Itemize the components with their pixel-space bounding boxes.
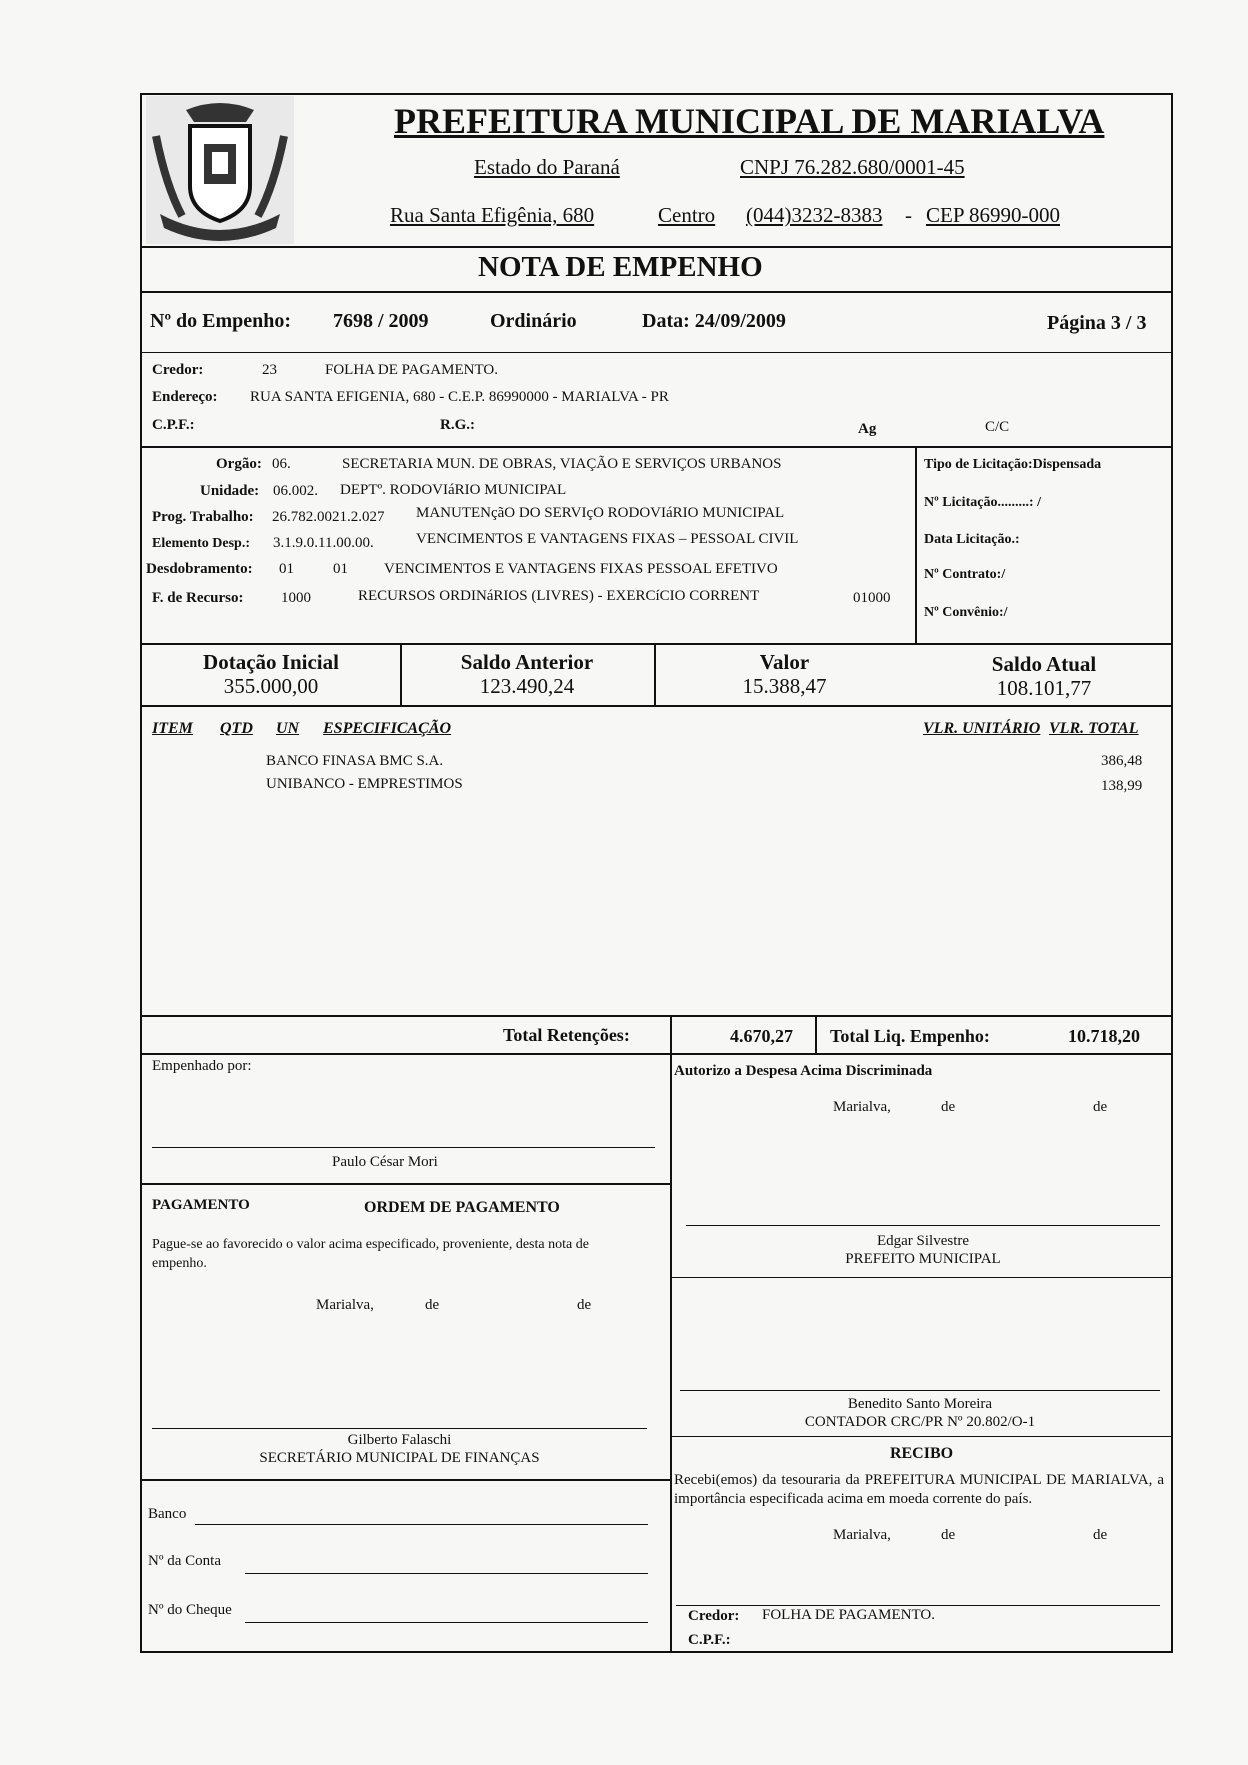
- col-especificacao: ESPECIFICAÇÃO: [323, 720, 452, 737]
- saldo-atual-label: Saldo Atual: [991, 652, 1097, 676]
- unidade-label: Unidade:: [200, 483, 260, 499]
- left-de-1: de: [425, 1297, 440, 1313]
- separator-dash: -: [905, 203, 912, 227]
- cheque-field[interactable]: [245, 1622, 648, 1623]
- right-de-1b: de: [1093, 1099, 1108, 1115]
- tipo-licitacao: Tipo de Licitação:Dispensada: [924, 457, 1102, 472]
- account-label: C/C: [985, 419, 1010, 435]
- prog-code: 26.782.0021.2.027: [272, 509, 385, 525]
- coat-of-arms-logo: [146, 96, 294, 244]
- left-local: Marialva,: [316, 1297, 374, 1313]
- empenho-number: 7698 / 2009: [333, 310, 429, 332]
- orgao-code: 06.: [272, 456, 291, 472]
- conta-label: Nº da Conta: [148, 1553, 221, 1569]
- total-liquido-label: Total Liq. Empenho:: [830, 1026, 990, 1046]
- elemento-name: VENCIMENTOS E VANTAGENS FIXAS – PESSOAL CIVIL: [416, 531, 799, 547]
- numero-contrato: Nº Contrato:/: [924, 567, 1006, 582]
- col-un: UN: [276, 720, 300, 737]
- state-label: Estado do Paraná: [474, 155, 620, 179]
- dotacao-value: 355.000,00: [223, 674, 319, 698]
- banco-label: Banco: [148, 1506, 187, 1522]
- pagamento-label: PAGAMENTO: [152, 1197, 250, 1213]
- col-qtd: QTD: [220, 720, 253, 737]
- recibo-credor-label: Credor:: [688, 1608, 740, 1624]
- empenho-type: Ordinário: [490, 310, 577, 332]
- page-number: Página 3 / 3: [1047, 312, 1147, 334]
- saldo-anterior-value: 123.490,24: [479, 674, 575, 698]
- signature-1-name: Paulo César Mori: [332, 1154, 438, 1170]
- valor-value: 15.388,47: [742, 674, 827, 698]
- saldo-anterior-label: Saldo Anterior: [460, 650, 594, 674]
- recurso-code: 1000: [281, 590, 311, 606]
- prefeito-role: PREFEITO MUNICIPAL: [845, 1251, 1001, 1267]
- prog-name: MANUTENçãO DO SERVIçO RODOVIáRIO MUNICIPAL: [416, 505, 785, 521]
- recibo-cpf-label: C.P.F.:: [688, 1632, 731, 1648]
- cnpj-label: CNPJ 76.282.680/0001-45: [740, 155, 965, 179]
- right-de-2b: de: [1093, 1527, 1108, 1543]
- right-local-1: Marialva,: [833, 1099, 891, 1115]
- numero-licitacao: Nº Licitação.........: /: [924, 495, 1041, 510]
- total-liquido-value: 10.718,20: [1068, 1026, 1140, 1046]
- credor-name: FOLHA DE PAGAMENTO.: [325, 362, 498, 378]
- endereco-value: RUA SANTA EFIGENIA, 680 - C.E.P. 86990000 - MARIALVA - PR: [250, 389, 669, 405]
- conta-field[interactable]: [245, 1573, 648, 1574]
- empenho-label: Nº do Empenho:: [150, 310, 292, 332]
- phone-label: (044)3232-8383: [746, 203, 883, 227]
- contador-name: Benedito Santo Moreira: [847, 1396, 993, 1412]
- cep-label: CEP 86990-000: [926, 203, 1060, 227]
- item-row-2-desc: UNIBANCO - EMPRESTIMOS: [266, 776, 463, 792]
- signature-2-name: Gilberto Falaschi: [347, 1432, 452, 1448]
- unidade-name: DEPTº. RODOVIáRIO MUNICIPAL: [340, 482, 567, 498]
- desdobramento-label: Desdobramento:: [146, 561, 253, 577]
- total-retencoes-value: 4.670,27: [730, 1026, 793, 1046]
- recurso-name: RECURSOS ORDINáRIOS (LIVRES) - EXERCíCIO CORRENT: [358, 588, 760, 604]
- empenhado-por-label: Empenhado por:: [152, 1058, 252, 1074]
- prefeito-name: Edgar Silvestre: [876, 1233, 970, 1249]
- orgao-name: SECRETARIA MUN. DE OBRAS, VIAÇÃO E SERVIÇOS URBANOS: [342, 456, 782, 472]
- col-vlr-unitario: VLR. UNITÁRIO: [923, 720, 1041, 737]
- valor-label: Valor: [759, 650, 810, 674]
- endereco-label: Endereço:: [152, 389, 218, 405]
- right-de-2a: de: [941, 1527, 956, 1543]
- item-row-1-total: 386,48: [1101, 753, 1143, 769]
- elemento-code: 3.1.9.0.11.00.00.: [273, 535, 374, 551]
- municipality-title: PREFEITURA MUNICIPAL DE MARIALVA: [394, 101, 1105, 141]
- desdobramento-name: VENCIMENTOS E VANTAGENS FIXAS PESSOAL EFETIVO: [384, 561, 778, 577]
- recibo-text: Recebi(emos) da tesouraria da PREFEITURA MUNICIPAL DE MARIALVA, a importância especificada acima em moeda corrente do país.: [674, 1472, 1164, 1507]
- unidade-code: 06.002.: [273, 483, 318, 499]
- signature-2-role: SECRETÁRIO MUNICIPAL DE FINANÇAS: [259, 1450, 540, 1466]
- dotacao-label: Dotação Inicial: [203, 650, 339, 674]
- contador-role: CONTADOR CRC/PR Nº 20.802/O-1: [804, 1414, 1036, 1430]
- elemento-label: Elemento Desp.:: [152, 536, 250, 551]
- orgao-label: Orgão:: [216, 456, 262, 472]
- banco-field[interactable]: [195, 1524, 648, 1525]
- recibo-title: RECIBO: [889, 1445, 954, 1462]
- district-label: Centro: [658, 203, 716, 227]
- recurso-code2: 01000: [853, 590, 891, 606]
- prog-label: Prog. Trabalho:: [152, 509, 254, 525]
- saldo-atual-value: 108.101,77: [996, 676, 1092, 700]
- total-retencoes-label: Total Retenções:: [503, 1025, 630, 1045]
- credor-label: Credor:: [152, 362, 204, 378]
- ordem-pagamento-label: ORDEM DE PAGAMENTO: [364, 1199, 560, 1216]
- cpf-label: C.P.F.:: [152, 417, 195, 433]
- numero-convenio: Nº Convênio:/: [924, 605, 1008, 620]
- item-row-2-total: 138,99: [1101, 778, 1143, 794]
- street-label: Rua Santa Efigênia, 680: [390, 203, 595, 227]
- recibo-credor-value: FOLHA DE PAGAMENTO.: [762, 1607, 935, 1623]
- document-title: NOTA DE EMPENHO: [478, 251, 763, 283]
- right-de-1a: de: [941, 1099, 956, 1115]
- item-row-1-desc: BANCO FINASA BMC S.A.: [266, 753, 444, 769]
- recurso-label: F. de Recurso:: [152, 590, 244, 606]
- col-item: ITEM: [152, 720, 193, 737]
- rg-label: R.G.:: [440, 417, 475, 433]
- right-local-2: Marialva,: [833, 1527, 891, 1543]
- cheque-label: Nº do Cheque: [148, 1602, 232, 1618]
- desdobramento-code1: 01: [279, 561, 294, 577]
- desdobramento-code2: 01: [333, 561, 348, 577]
- credor-code: 23: [262, 362, 277, 378]
- autorizo-label: Autorizo a Despesa Acima Discriminada: [674, 1063, 933, 1079]
- data-licitacao: Data Licitação.:: [924, 532, 1020, 547]
- pague-se-text: Pague-se ao favorecido o valor acima especificado, proveniente, desta nota de empenho.: [152, 1237, 589, 1271]
- left-de-2: de: [577, 1297, 592, 1313]
- agency-label: Ag: [858, 421, 877, 437]
- empenho-date: Data: 24/09/2009: [642, 310, 786, 332]
- col-vlr-total: VLR. TOTAL: [1049, 720, 1139, 737]
